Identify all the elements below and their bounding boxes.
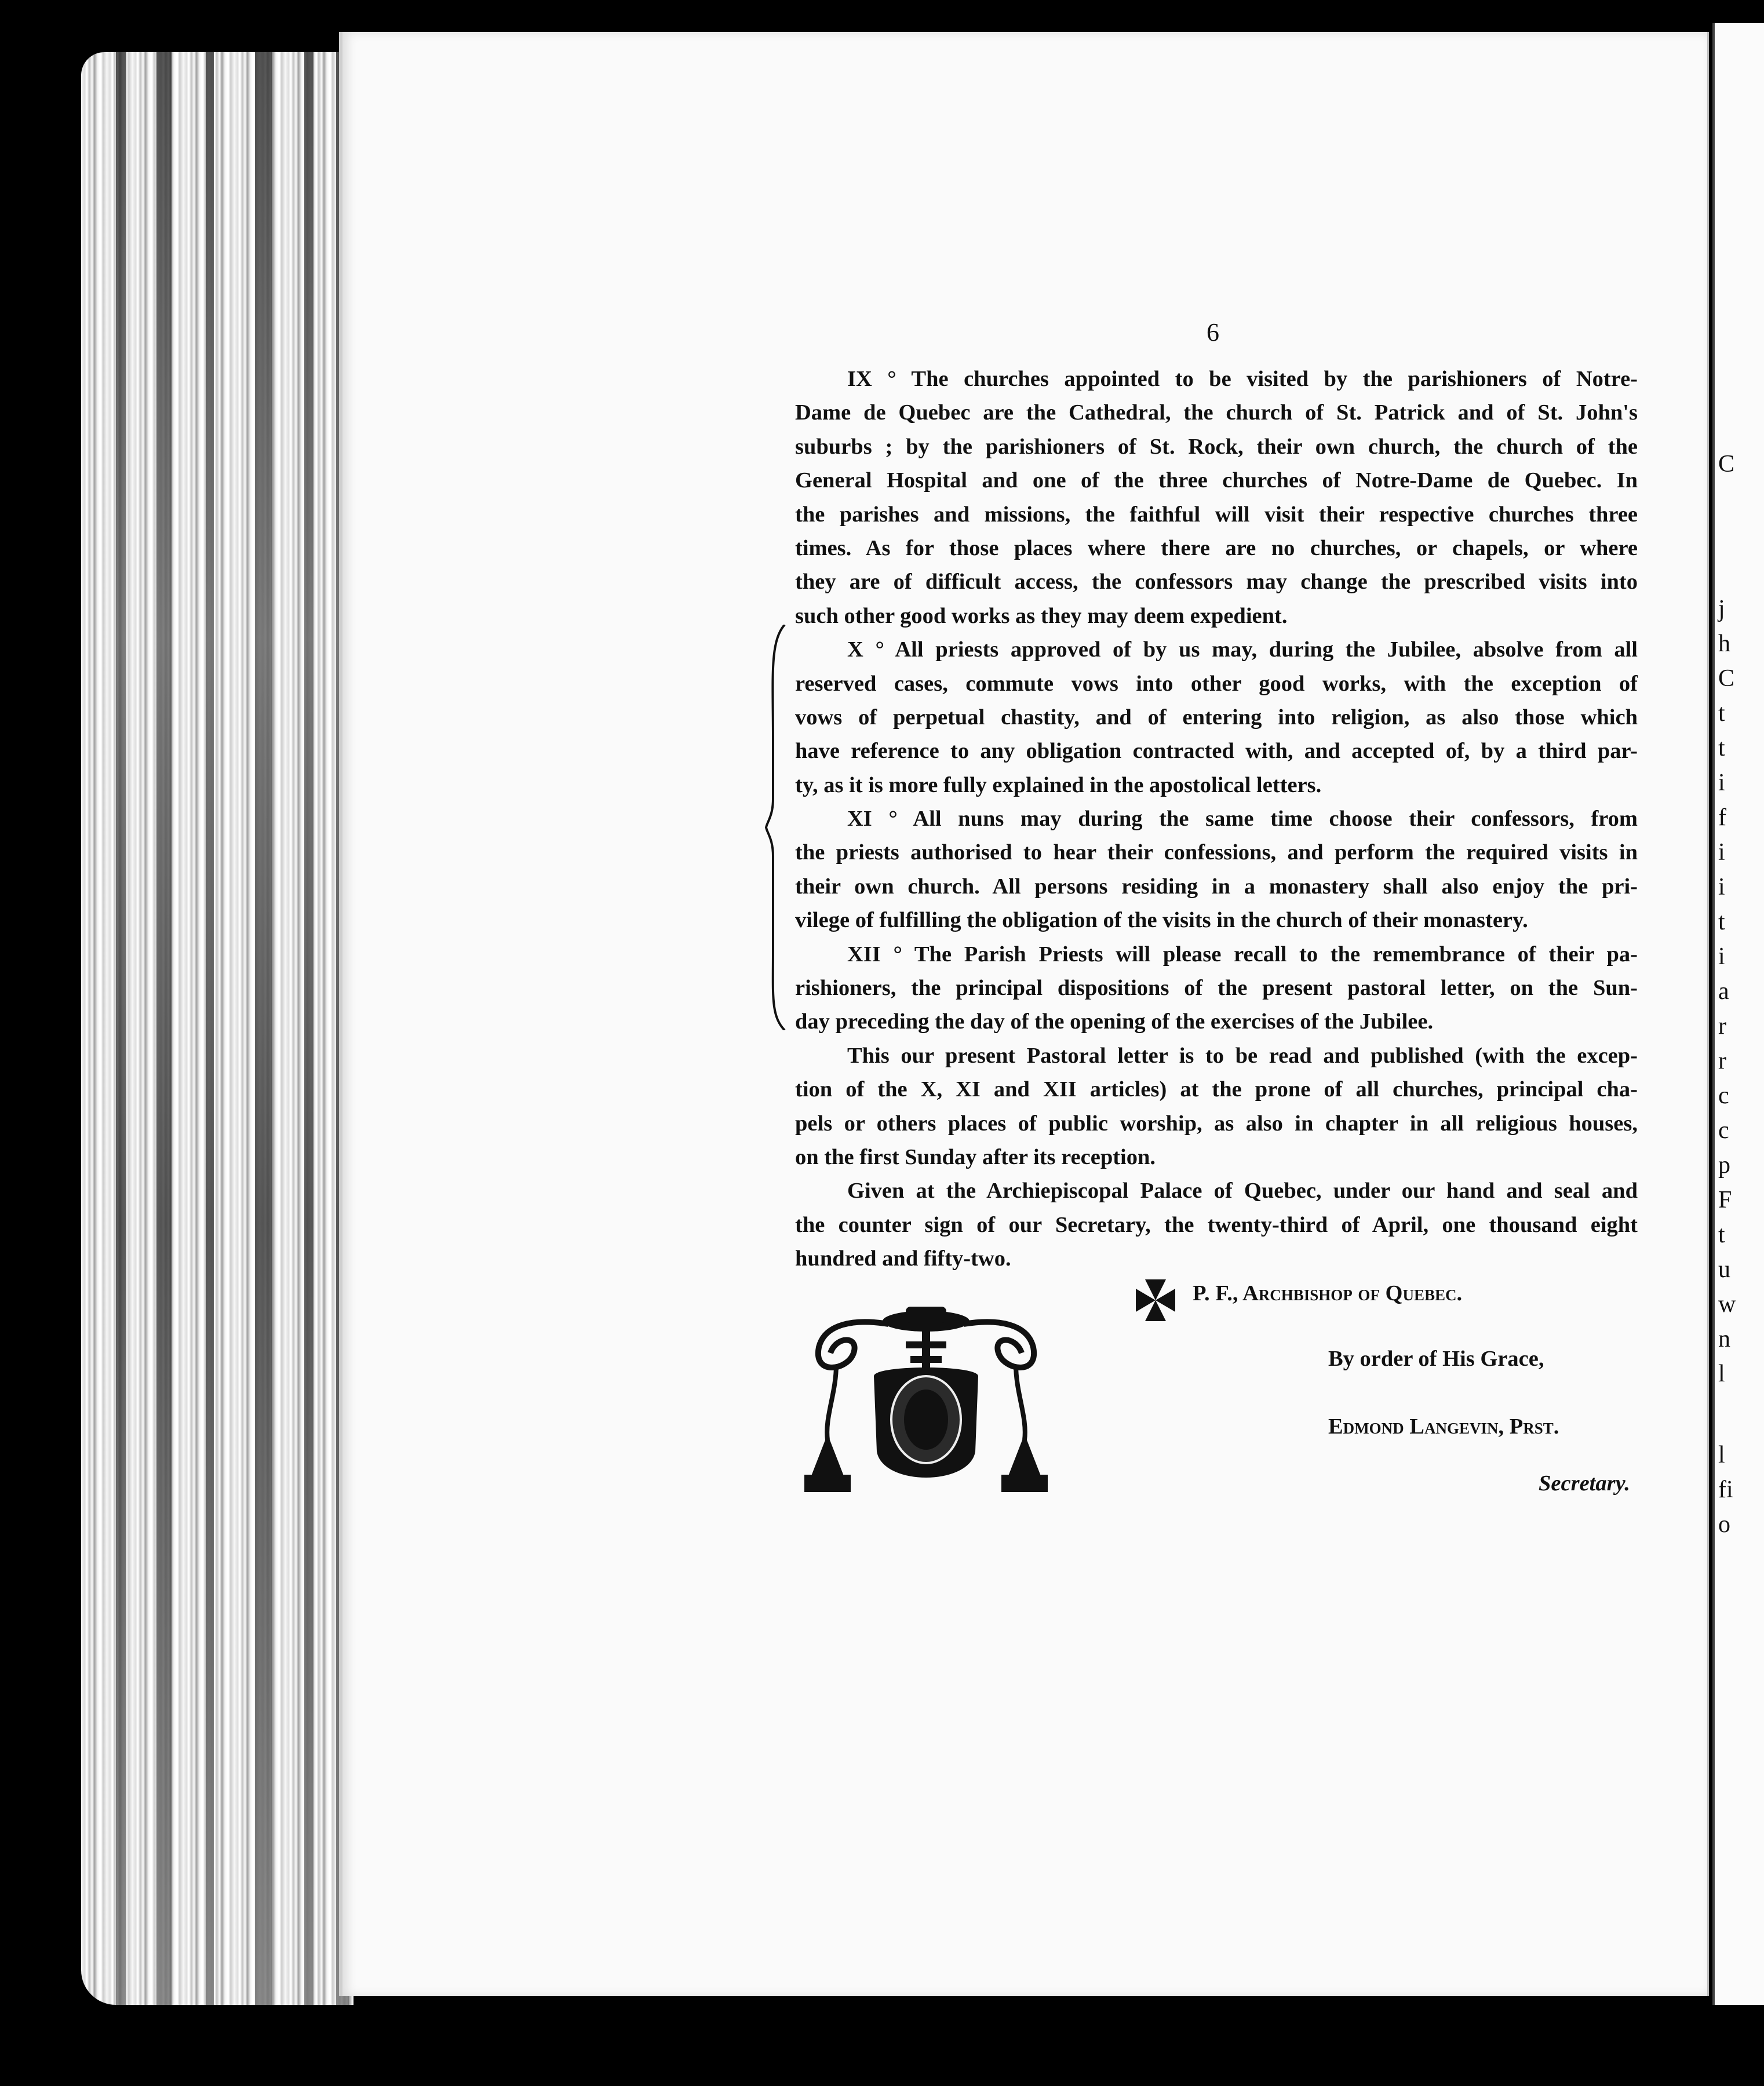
text-line: IX ° The churches appointed to be visited by the parishioners of Notre- xyxy=(847,367,1638,391)
next-page-letter: i xyxy=(1718,943,1725,970)
text-line: have reference to any obligation contracted with, and accepted of, by a third par- xyxy=(795,739,1638,764)
next-page-letter: t xyxy=(1718,1221,1725,1248)
paragraph-x xyxy=(795,633,1638,802)
text-line: they are of difficult access, the confessors may change the prescribed visits into xyxy=(795,570,1638,595)
text-line: suburbs ; by the parishioners of St. Rock, their own church, the church of the xyxy=(795,434,1638,459)
next-page-letter: t xyxy=(1718,735,1725,761)
text-line: Given at the Archiepiscopal Palace of Quebec, under our hand and seal and xyxy=(847,1179,1638,1204)
next-page-letter: f xyxy=(1718,804,1726,831)
page-edge-shadow xyxy=(156,52,172,2005)
next-page-letter: n xyxy=(1718,1326,1730,1352)
next-page-letter: c xyxy=(1718,1117,1729,1144)
text-line: XI ° All nuns may during the same time choose their confessors, from xyxy=(847,807,1638,832)
next-page-letter: l xyxy=(1718,1361,1725,1387)
text-line: hundred and fifty-two. xyxy=(795,1246,1011,1271)
next-page-letter: w xyxy=(1718,1291,1736,1318)
next-page-fragment xyxy=(1712,23,1764,2005)
text-line: vilege of fulfilling the obligation of the visits in the church of their monastery. xyxy=(795,908,1528,933)
next-page-letter: C xyxy=(1718,451,1735,477)
next-page-letter: r xyxy=(1718,1048,1726,1074)
text-line: the priests authorised to hear their confessions, and perform the required visits in xyxy=(795,840,1638,865)
by-order-line: By order of His Grace, xyxy=(1328,1347,1544,1371)
text-line: rishioners, the principal dispositions of the present pastoral letter, on the Sun- xyxy=(795,976,1638,1001)
next-page-letter: t xyxy=(1718,909,1725,935)
next-page-letter: fi xyxy=(1718,1476,1733,1503)
text-line: their own church. All persons residing in a monastery shall also enjoy the pri- xyxy=(795,874,1638,899)
secretary-name: Edmond Langevin, Prst. xyxy=(1328,1414,1559,1439)
next-page-letter: j xyxy=(1718,596,1725,622)
next-page-letter: h xyxy=(1718,630,1730,657)
cross-icon xyxy=(1135,1277,1176,1323)
text-line: This our present Pastoral letter is to be read and published (with the excep- xyxy=(847,1043,1638,1068)
page-number: 6 xyxy=(1207,318,1219,347)
body-text xyxy=(795,362,1638,1276)
page-edge-shadow xyxy=(255,52,272,2005)
next-page-letter: r xyxy=(1718,1013,1726,1040)
archbishop-signature: P. F., Archbishop of Quebec. xyxy=(1193,1281,1463,1305)
paragraph-ix xyxy=(795,362,1638,633)
next-page-letter: i xyxy=(1718,839,1725,866)
text-line: on the first Sunday after its reception. xyxy=(795,1144,1156,1169)
next-page-letter: C xyxy=(1718,665,1735,692)
paragraph-xi xyxy=(795,802,1638,938)
text-line: tion of the X, XI and XII articles) at the prone of all churches, principal cha- xyxy=(795,1077,1638,1102)
next-page-letter: o xyxy=(1718,1511,1730,1538)
next-page-letter: i xyxy=(1718,874,1725,900)
page-edge-shadow xyxy=(116,52,126,2005)
next-page-letter: u xyxy=(1718,1256,1730,1283)
text-line: Dame de Quebec are the Cathedral, the church of St. Patrick and of St. John's xyxy=(795,400,1638,425)
paragraph-given xyxy=(795,1174,1638,1275)
text-line: the parishes and missions, the faithful will visit their respective churches three xyxy=(795,502,1638,527)
next-page-letter: F xyxy=(1718,1187,1732,1213)
next-page-letter: i xyxy=(1718,770,1725,796)
next-page-letter: l xyxy=(1718,1442,1725,1468)
secretary-title: Secretary. xyxy=(1539,1471,1630,1496)
text-line: X ° All priests approved of by us may, during the Jubilee, absolve from all xyxy=(847,637,1638,662)
page-edge-shadow xyxy=(304,52,314,2005)
next-page-letter: a xyxy=(1718,978,1729,1005)
next-page-letter: p xyxy=(1718,1152,1730,1179)
text-line: XII ° The Parish Priests will please recall to the remembrance of their pa- xyxy=(847,942,1638,967)
text-line: such other good works as they may deem expedient. xyxy=(795,603,1288,628)
text-line: the counter sign of our Secretary, the twenty-third of April, one thousand eight xyxy=(795,1212,1638,1237)
text-line: day preceding the day of the opening of the exercises of the Jubilee. xyxy=(795,1009,1434,1034)
page-stack-edge xyxy=(81,52,353,2005)
text-line: vows of perpetual chastity, and of entering into religion, as also those which xyxy=(795,705,1638,730)
text-line: General Hospital and one of the three churches of Notre-Dame de Quebec. In xyxy=(795,468,1638,493)
text-line: ty, as it is more fully explained in the apostolical letters. xyxy=(795,772,1322,797)
paragraph-publication xyxy=(795,1039,1638,1175)
text-line: reserved cases, commute vows into other good works, with the exception of xyxy=(795,671,1638,696)
text-line: pels or others places of public worship, as also in chapter in all religious houses, xyxy=(795,1111,1638,1136)
page-edge-shadow xyxy=(206,52,214,2005)
margin-bracket xyxy=(765,625,788,1030)
coat-of-arms-seal xyxy=(801,1301,1051,1498)
next-page-letter: t xyxy=(1718,700,1725,727)
paragraph-xii xyxy=(795,938,1638,1039)
next-page-letter: c xyxy=(1718,1082,1729,1109)
text-line: times. As for those places where there are no churches, or chapels, or where xyxy=(795,535,1638,560)
